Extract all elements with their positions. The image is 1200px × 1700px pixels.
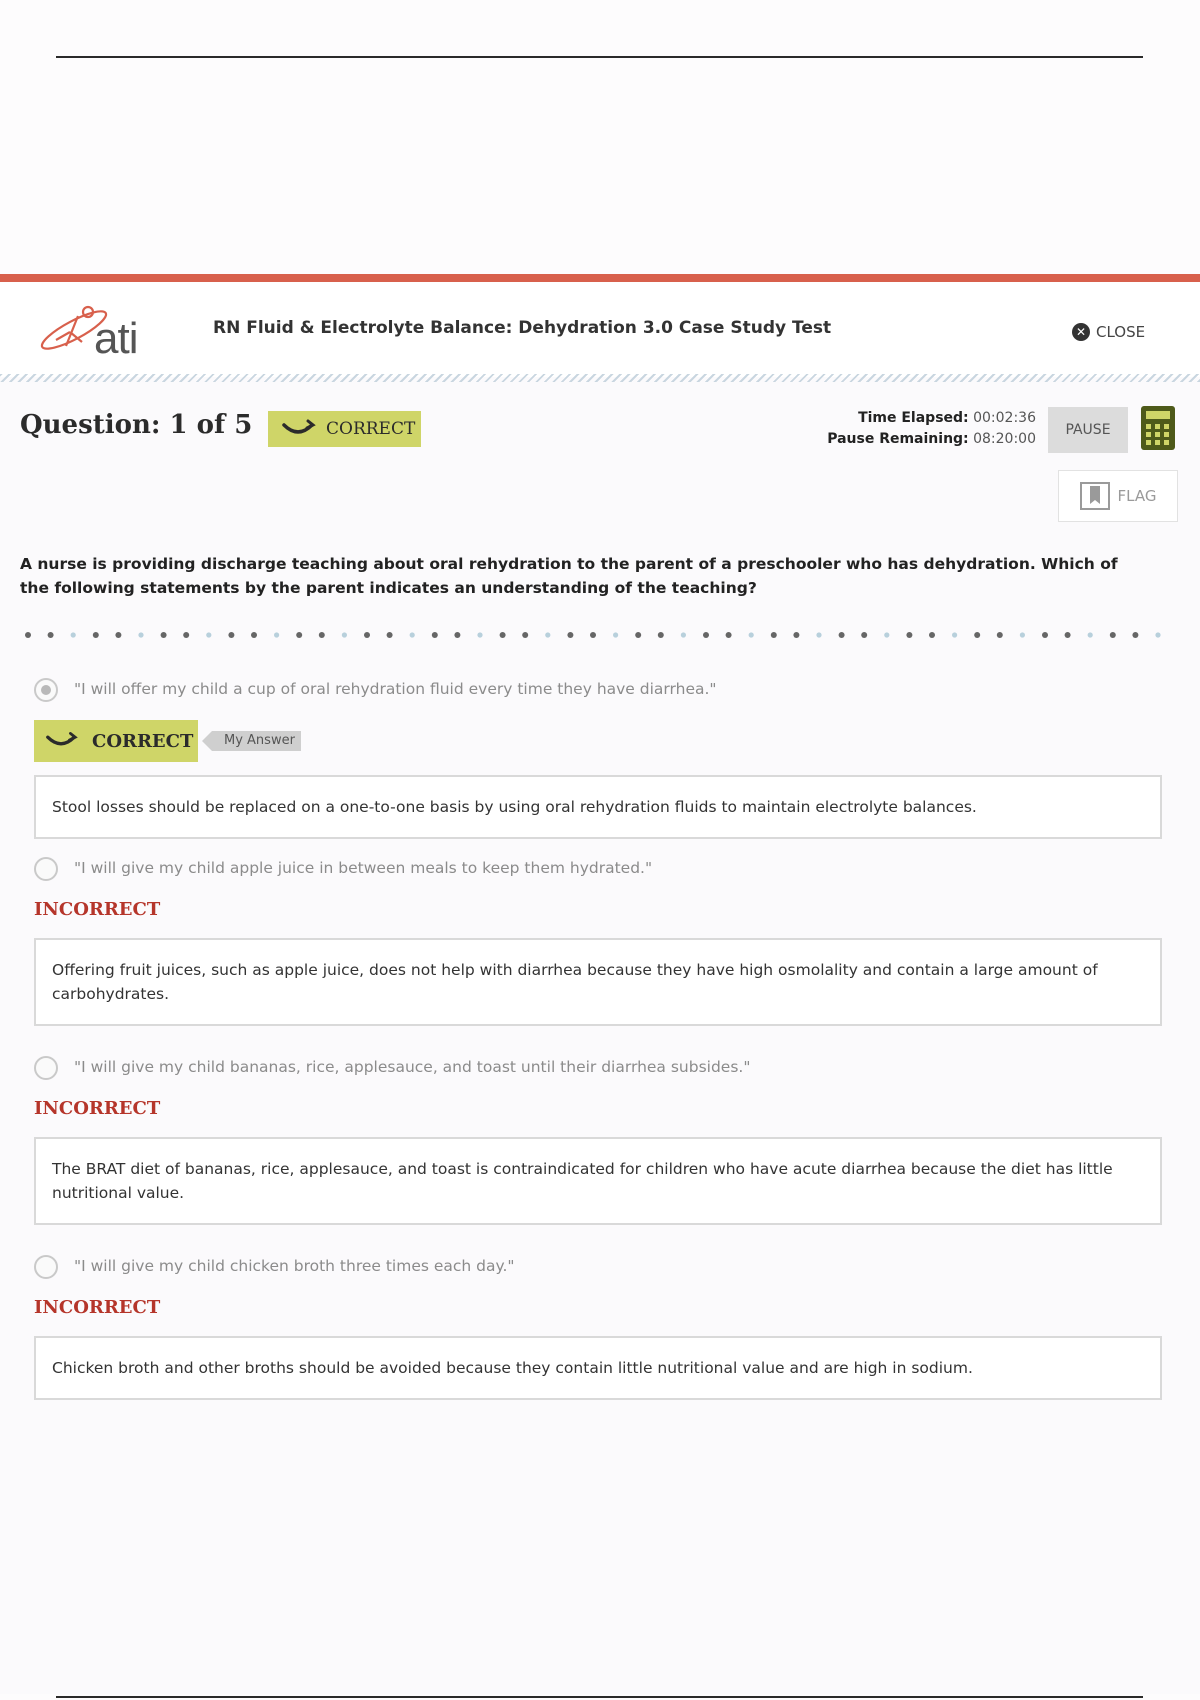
divider-dot	[726, 632, 732, 638]
divider-dot	[274, 632, 279, 637]
time-elapsed-value: 00:02:36	[973, 410, 1036, 426]
flag-label: FLAG	[1117, 487, 1157, 505]
divider-dot	[952, 632, 957, 637]
question-stem: A nurse is providing discharge teaching about oral rehydration to the parent of a preschooler who has dehydration. Which of the following statements by the parent indicates an understanding of the teaching?	[20, 555, 1118, 597]
divider-dot	[974, 632, 980, 638]
accent-bar	[0, 274, 1200, 282]
test-title: RN Fluid & Electrolyte Balance: Dehydration 3.0 Case Study Test	[213, 318, 832, 338]
divider-dot	[48, 632, 54, 638]
pause-remaining	[827, 429, 1036, 450]
page-top-rule	[56, 56, 1143, 58]
flag-icon	[1080, 482, 1110, 510]
pause-button[interactable]: PAUSE	[1048, 407, 1128, 453]
divider-dot	[161, 632, 167, 638]
pause-remaining-value: 08:20:00	[973, 431, 1036, 447]
divider-dot	[522, 632, 528, 638]
divider-dot	[703, 632, 709, 638]
dotted-divider	[22, 630, 1172, 640]
divider-dot	[387, 632, 393, 638]
rationale-box: Offering fruit juices, such as apple juice, does not help with diarrhea because they have high osmolality and contain a large amount of carbohydrates.	[34, 938, 1162, 1026]
divider-dot	[364, 632, 370, 638]
option-text[interactable]: "I will give my child bananas, rice, applesauce, and toast until their diarrhea subsides."	[74, 1058, 751, 1076]
divider-dot	[410, 632, 415, 637]
radio-icon[interactable]	[34, 678, 58, 702]
divider-dot	[500, 632, 506, 638]
radio-icon[interactable]	[34, 857, 58, 881]
divider-dot	[206, 632, 211, 637]
divider-dot	[929, 632, 935, 638]
divider-dot	[861, 632, 867, 638]
divider-dot	[1020, 632, 1025, 637]
divider-dot	[839, 632, 845, 638]
divider-dot	[432, 632, 438, 638]
divider-dot	[319, 632, 325, 638]
calculator-icon[interactable]	[1141, 406, 1175, 450]
divider-dot	[590, 632, 596, 638]
divider-dot	[228, 632, 234, 638]
divider-dot	[1110, 632, 1116, 638]
option-text[interactable]: "I will offer my child a cup of oral rehydration fluid every time they have diarrhea."	[74, 680, 717, 698]
divider-dot	[454, 632, 460, 638]
status-label: CORRECT	[326, 419, 416, 439]
divider-dot	[1065, 632, 1071, 638]
divider-dot	[342, 632, 347, 637]
app-header	[0, 282, 1200, 377]
rationale-box: Stool losses should be replaced on a one-to-one basis by using oral rehydration fluids to maintain electrolyte balances.	[34, 775, 1162, 839]
divider-dot	[251, 632, 257, 638]
option-text[interactable]: "I will give my child chicken broth three times each day."	[74, 1257, 515, 1275]
divider-dot	[138, 632, 143, 637]
divider-dot	[681, 632, 686, 637]
flag-button[interactable]	[1058, 470, 1178, 522]
result-incorrect-label: INCORRECT	[34, 1297, 161, 1318]
test-app	[0, 274, 1200, 1694]
timer-panel	[827, 408, 1036, 450]
result-incorrect-label: INCORRECT	[34, 899, 161, 920]
checkmark-icon	[280, 419, 316, 439]
radio-icon[interactable]	[34, 1255, 58, 1279]
close-button[interactable]	[1072, 321, 1145, 343]
page-bottom-rule	[56, 1696, 1143, 1698]
divider-dot	[1088, 632, 1093, 637]
divider-dot	[1132, 632, 1138, 638]
question-counter: Question: 1 of 5	[20, 410, 253, 440]
checkmark-icon	[44, 731, 78, 751]
divider-dot	[613, 632, 618, 637]
header-divider	[0, 374, 1200, 382]
divider-dot	[115, 632, 121, 638]
status-badge	[268, 411, 421, 447]
close-label: CLOSE	[1096, 323, 1146, 341]
result-correct-badge	[34, 720, 198, 762]
divider-dot	[545, 632, 550, 637]
time-elapsed	[827, 408, 1036, 429]
divider-dot	[477, 632, 482, 637]
divider-dot	[25, 632, 31, 638]
divider-dot	[906, 632, 912, 638]
rationale-box: The BRAT diet of bananas, rice, applesauce, and toast is contraindicated for children who have acute diarrhea because the diet has little nutritional value.	[34, 1137, 1162, 1225]
my-answer-tag: My Answer	[212, 731, 301, 751]
divider-dot	[635, 632, 641, 638]
close-icon: ✕	[1072, 323, 1090, 341]
divider-dot	[1155, 632, 1160, 637]
time-elapsed-label: Time Elapsed:	[858, 410, 969, 426]
divider-dot	[658, 632, 664, 638]
logo-text: ati	[94, 314, 138, 363]
divider-dot	[771, 632, 777, 638]
divider-dot	[93, 632, 99, 638]
rationale-box: Chicken broth and other broths should be avoided because they contain little nutritional value and are high in sodium.	[34, 1336, 1162, 1400]
divider-dot	[296, 632, 302, 638]
divider-dot	[793, 632, 799, 638]
divider-dot	[884, 632, 889, 637]
result-label: CORRECT	[92, 730, 194, 752]
result-incorrect-label: INCORRECT	[34, 1098, 161, 1119]
ati-logo	[36, 302, 166, 362]
divider-dot	[816, 632, 821, 637]
pause-remaining-label: Pause Remaining:	[827, 431, 969, 447]
radio-icon[interactable]	[34, 1056, 58, 1080]
divider-dot	[183, 632, 189, 638]
divider-dot	[997, 632, 1003, 638]
divider-dot	[1042, 632, 1048, 638]
option-text[interactable]: "I will give my child apple juice in between meals to keep them hydrated."	[74, 859, 653, 877]
divider-dot	[749, 632, 754, 637]
divider-dot	[567, 632, 573, 638]
divider-dot	[71, 632, 76, 637]
